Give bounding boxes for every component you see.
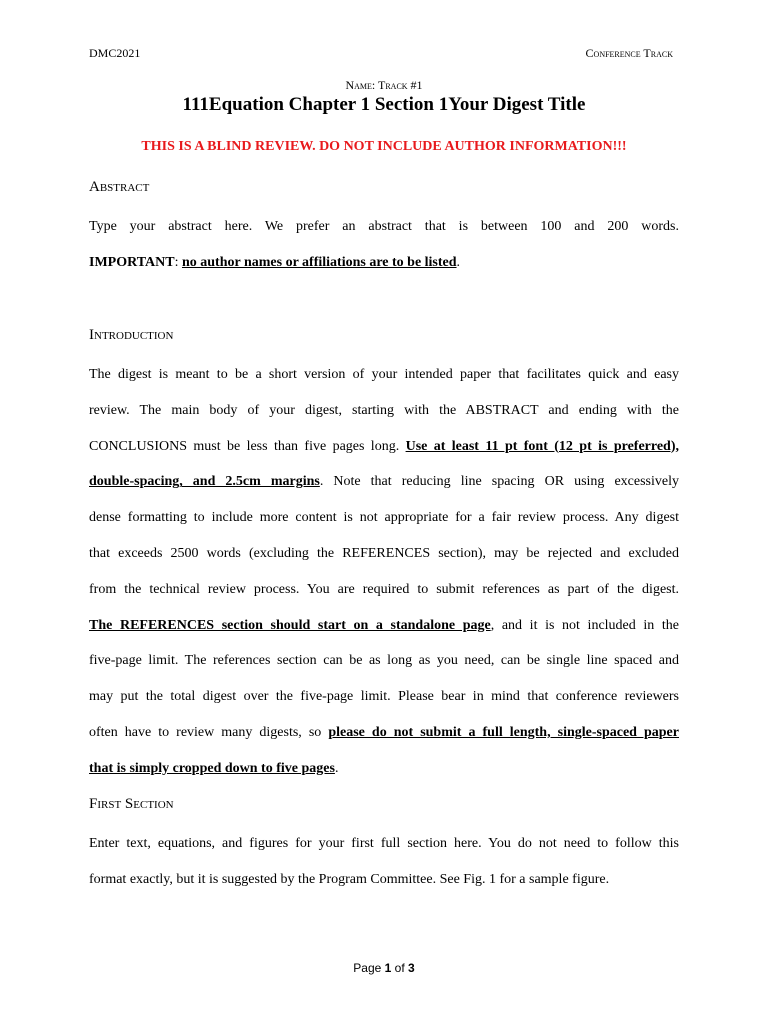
important-label: IMPORTANT — [89, 254, 175, 270]
introduction-heading: Introduction — [89, 327, 174, 343]
intro-emphasis: double-spacing, and 2.5cm margins — [89, 474, 320, 490]
intro-line: that exceeds 2500 words (excluding the REFERENCES section), may be rejected and excluded — [89, 545, 679, 561]
intro-line: review. The main body of your digest, starting with the ABSTRACT and ending with the — [89, 402, 679, 418]
first-section-paragraph — [89, 826, 679, 898]
intro-text: , and it is not included in the — [490, 617, 680, 633]
page-label: Page — [353, 961, 385, 975]
intro-text: often have to review many digests, so — [89, 724, 329, 740]
intro-line: five-page limit. The references section can be as long as you need, can be single line spaced and — [89, 653, 679, 669]
intro-text: . — [334, 760, 339, 776]
document-title: 111Equation Chapter 1 Section 1Your Digest Title — [182, 94, 586, 115]
blind-review-notice: THIS IS A BLIND REVIEW. DO NOT INCLUDE AUTHOR INFORMATION!!! — [141, 139, 627, 154]
page-total: 3 — [408, 961, 415, 975]
intro-line — [89, 429, 679, 465]
first-section-line: format exactly, but it is suggested by the Program Committee. See Fig. 1 for a sample figure. — [89, 871, 610, 887]
page-number: 1 — [384, 961, 392, 975]
of-label: of — [391, 961, 409, 975]
intro-text: . Note that reducing line spacing OR using excessively — [319, 474, 679, 490]
intro-text: CONCLUSIONS must be less than five pages long. — [89, 438, 406, 454]
abstract-important-line — [89, 245, 679, 281]
important-text: no author names or affiliations are to be listed — [181, 254, 457, 270]
intro-emphasis: Use at least 11 pt font (12 pt is preferred), — [405, 438, 679, 454]
track-name: Name: Track #1 — [345, 78, 423, 92]
abstract-heading: Abstract — [89, 179, 150, 195]
intro-line: The digest is meant to be a short version of your intended paper that facilitates quick and easy — [89, 367, 679, 382]
intro-line: dense formatting to include more content is not appropriate for a fair review process. Any digest — [89, 510, 679, 526]
intro-line: from the technical review process. You are required to submit references as part of the digest. — [89, 581, 679, 597]
header-track-label: Conference Track — [585, 46, 673, 60]
intro-line — [89, 751, 679, 787]
first-section-line: Enter text, equations, and figures for your first full section here. You do not need to follow this — [89, 836, 679, 851]
introduction-paragraph — [89, 357, 679, 787]
important-end: . — [456, 254, 461, 270]
abstract-line: Type your abstract here. We prefer an abstract that is between 100 and 200 words. — [89, 219, 679, 234]
intro-line — [89, 715, 679, 751]
intro-emphasis: The REFERENCES section should start on a standalone page — [89, 617, 491, 633]
intro-line: may put the total digest over the five-page limit. Please bear in mind that conference reviewers — [89, 689, 679, 705]
header-conference-code: DMC2021 — [89, 46, 141, 60]
intro-line — [89, 608, 679, 644]
first-section-heading: First Section — [89, 796, 174, 812]
abstract-paragraph — [89, 209, 679, 281]
page-footer — [0, 961, 768, 975]
intro-emphasis: that is simply cropped down to five pages — [89, 760, 335, 776]
important-sep: : — [174, 254, 182, 270]
intro-line — [89, 464, 679, 500]
intro-emphasis: please do not submit a full length, single-spaced paper — [328, 724, 679, 740]
